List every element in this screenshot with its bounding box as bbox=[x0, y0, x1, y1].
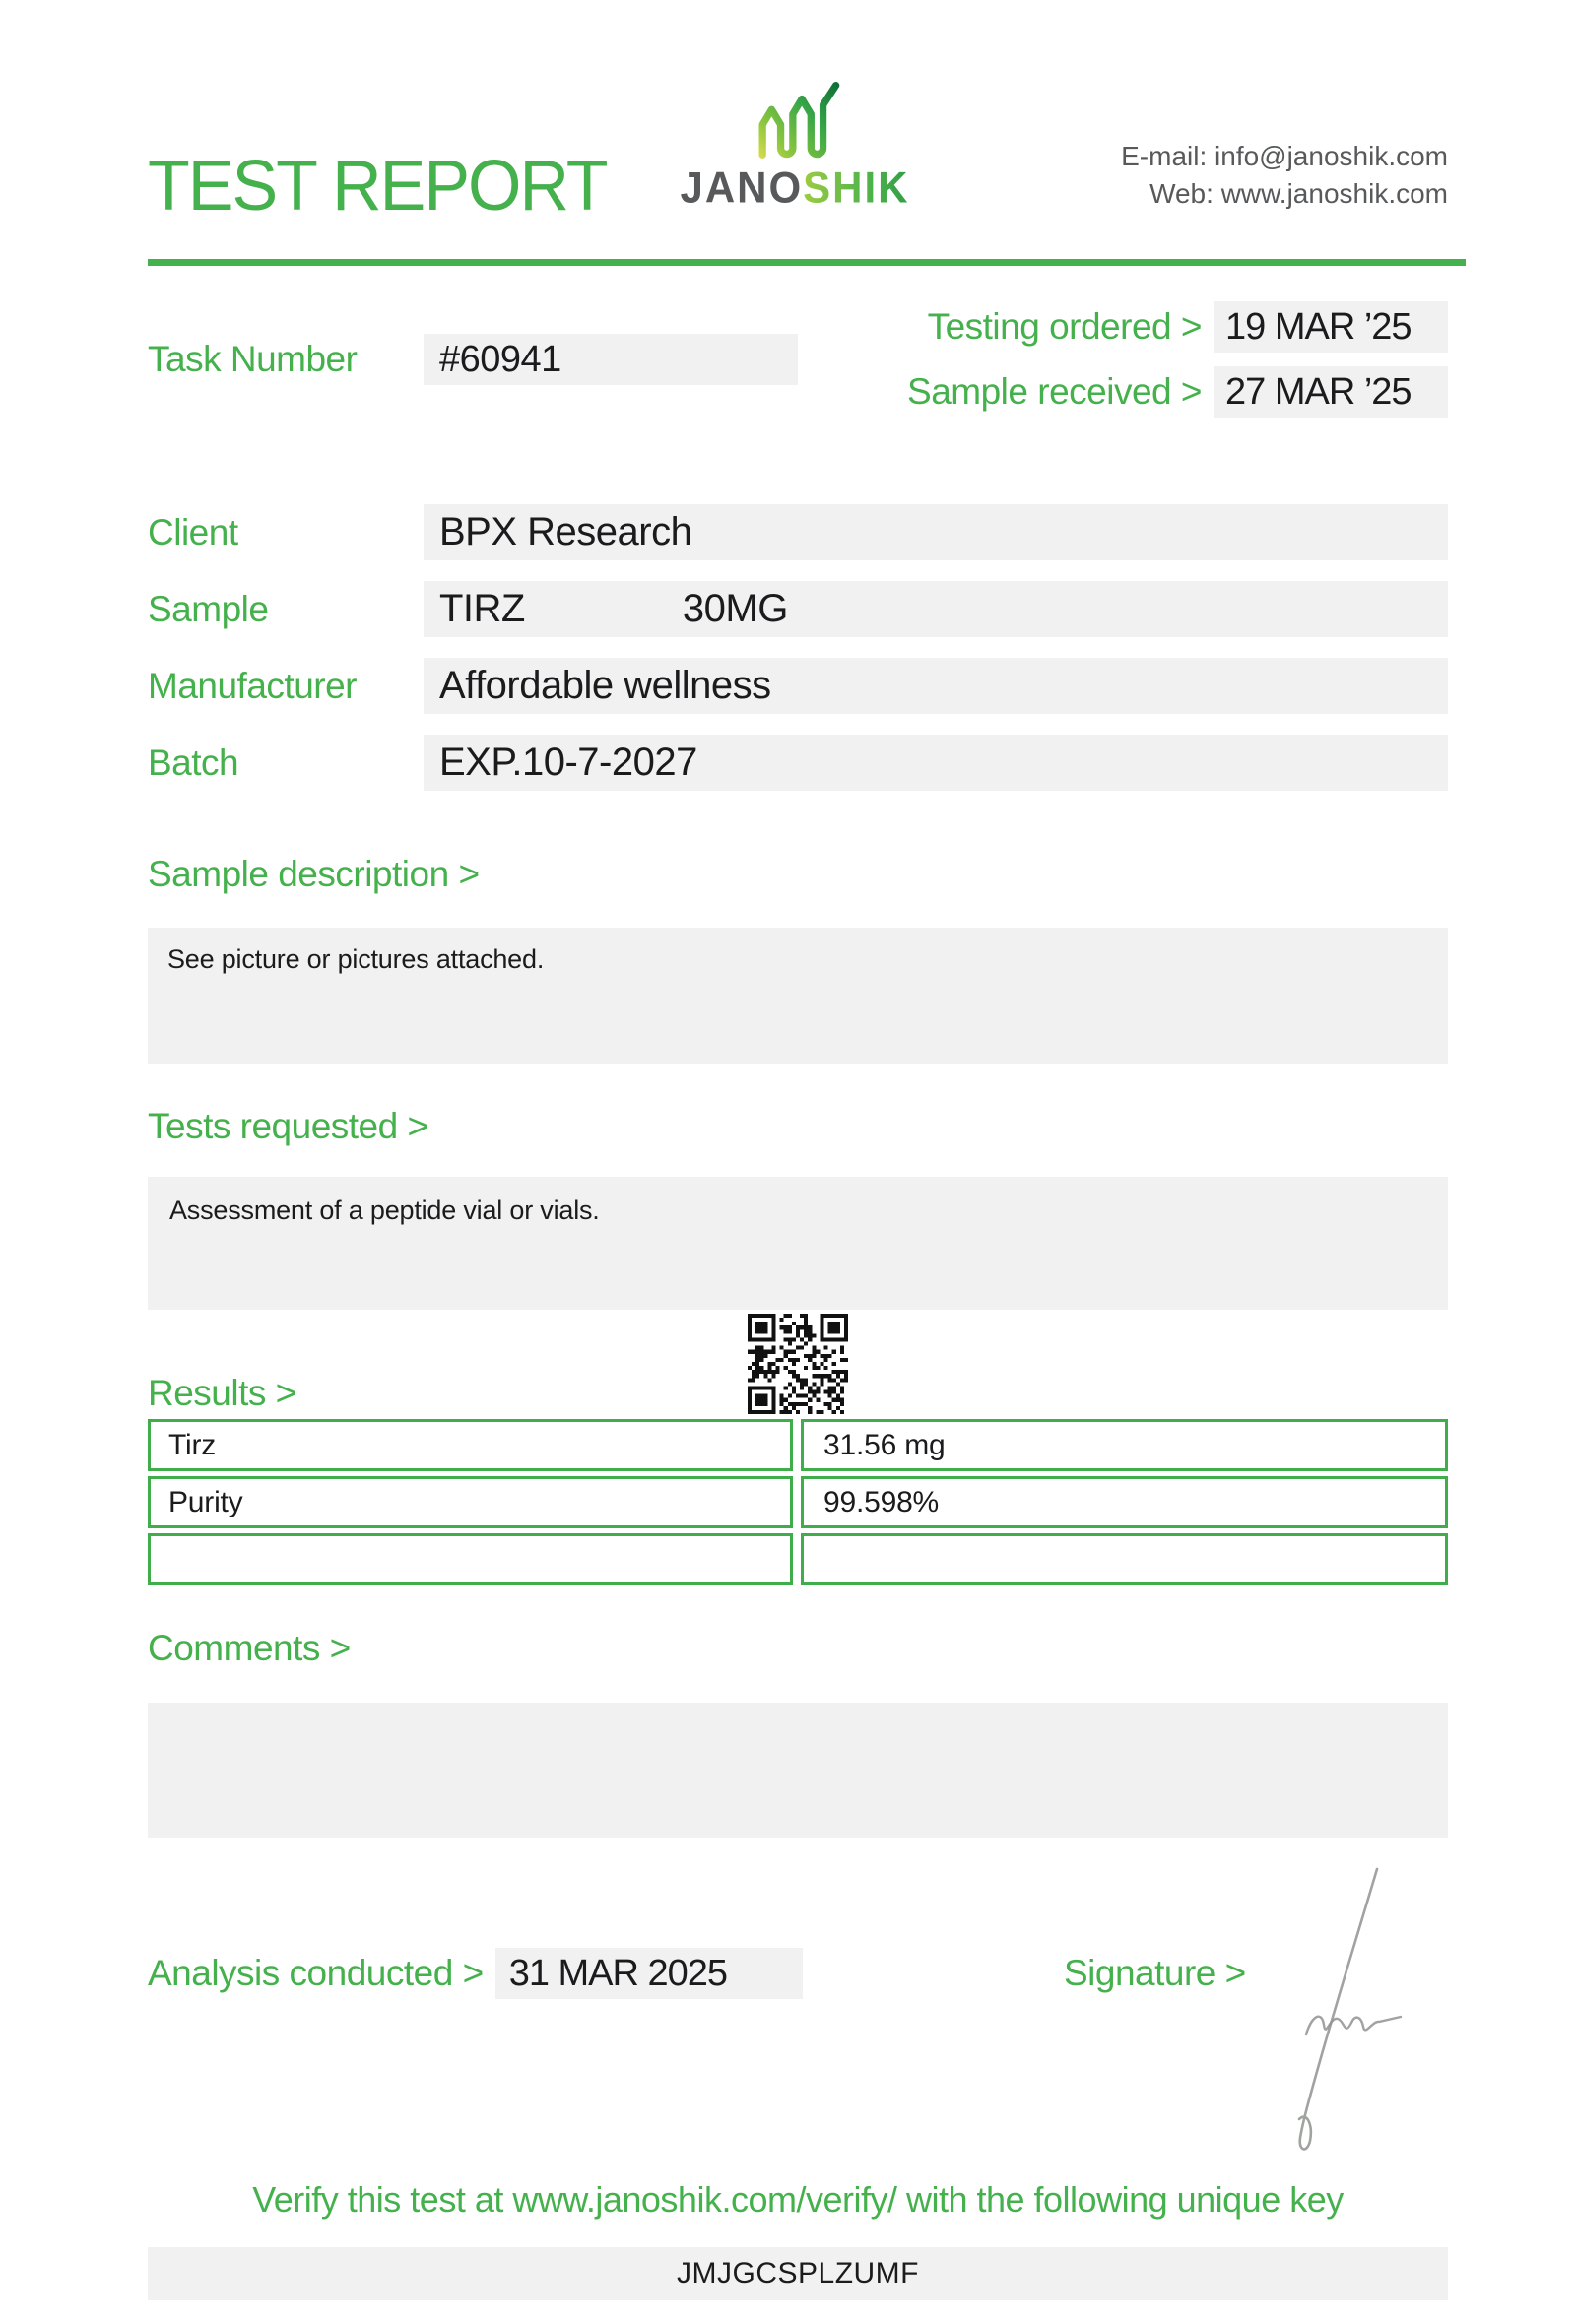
page-title: TEST REPORT bbox=[148, 145, 607, 226]
detail-row-sample bbox=[148, 581, 1448, 637]
analysis-date-value: 31 MAR 2025 bbox=[508, 1952, 728, 1994]
tests-requested-box bbox=[148, 1177, 1448, 1310]
testing-ordered-value: 19 MAR ’25 bbox=[1225, 305, 1412, 348]
sample-description-heading: Sample description > bbox=[148, 854, 480, 894]
signature-image bbox=[1251, 1861, 1418, 2157]
tests-requested-text: Assessment of a peptide vial or vials. bbox=[169, 1195, 600, 1225]
task-number-label: Task Number bbox=[148, 339, 358, 379]
batch-value: EXP.10-7-2027 bbox=[439, 741, 697, 784]
task-section bbox=[148, 301, 1448, 418]
sample-label: Sample bbox=[148, 588, 269, 629]
task-number-value: #60941 bbox=[439, 338, 561, 380]
testing-ordered-box bbox=[1214, 301, 1448, 353]
sample-description-box bbox=[148, 928, 1448, 1064]
detail-row-manufacturer bbox=[148, 658, 1448, 714]
analysis-conducted-label: Analysis conducted > bbox=[148, 1953, 484, 1993]
batch-label: Batch bbox=[148, 742, 239, 783]
testing-ordered-row bbox=[907, 301, 1448, 353]
logo-jano: JANO bbox=[680, 162, 804, 213]
detail-row-client bbox=[148, 504, 1448, 560]
analysis-signature-row bbox=[148, 1948, 1448, 1999]
task-number-row bbox=[148, 301, 798, 418]
result-row-3 bbox=[148, 1533, 1448, 1585]
result-name-cell: Purity bbox=[148, 1476, 793, 1528]
tests-requested-heading: Tests requested > bbox=[148, 1106, 428, 1146]
batch-value-box bbox=[424, 735, 1448, 791]
results-heading: Results > bbox=[148, 1373, 296, 1413]
report-header bbox=[148, 84, 1448, 233]
manufacturer-label: Manufacturer bbox=[148, 665, 357, 706]
unique-key-box bbox=[148, 2247, 1448, 2300]
comments-box bbox=[148, 1703, 1448, 1838]
client-value-box bbox=[424, 504, 1448, 560]
result-row-2 bbox=[148, 1476, 1448, 1528]
logo-chart-icon bbox=[756, 82, 841, 159]
verify-instruction: Verify this test at www.janoshik.com/verify/ with the following unique key bbox=[252, 2179, 1344, 2220]
result-row-1 bbox=[148, 1419, 1448, 1471]
qr-code bbox=[748, 1314, 848, 1414]
sample-value-box bbox=[424, 581, 1448, 637]
comments-heading: Comments > bbox=[148, 1628, 351, 1668]
header-divider bbox=[148, 259, 1466, 266]
janoshik-logo bbox=[680, 82, 910, 213]
results-table bbox=[148, 1419, 1448, 1585]
dates-column bbox=[907, 301, 1448, 418]
result-name-cell bbox=[148, 1533, 793, 1585]
client-label: Client bbox=[148, 511, 238, 552]
result-value-cell bbox=[801, 1533, 1448, 1585]
qr-results-row bbox=[148, 1310, 1448, 1414]
detail-row-batch bbox=[148, 735, 1448, 791]
sample-name: TIRZ bbox=[439, 587, 525, 630]
result-value-cell: 99.598% bbox=[801, 1476, 1448, 1528]
unique-key-value: JMJGCSPLZUMF bbox=[677, 2257, 919, 2290]
result-name-cell: Tirz bbox=[148, 1419, 793, 1471]
sample-received-value: 27 MAR ’25 bbox=[1225, 370, 1412, 413]
sample-description-text: See picture or pictures attached. bbox=[167, 944, 545, 974]
sample-details bbox=[148, 504, 1448, 791]
manufacturer-value-box bbox=[424, 658, 1448, 714]
contact-info bbox=[1121, 138, 1448, 213]
logo-shik: SHIK bbox=[803, 162, 910, 213]
sample-dose: 30MG bbox=[682, 587, 788, 630]
sample-received-label: Sample received > bbox=[907, 371, 1202, 412]
sample-received-box bbox=[1214, 366, 1448, 418]
sample-received-row bbox=[907, 366, 1448, 418]
result-value-cell: 31.56 mg bbox=[801, 1419, 1448, 1471]
contact-email: E-mail: info@janoshik.com bbox=[1121, 141, 1448, 171]
task-number-box bbox=[424, 334, 798, 385]
logo-wordmark bbox=[680, 162, 910, 213]
signature-label: Signature > bbox=[1064, 1953, 1246, 1993]
manufacturer-value: Affordable wellness bbox=[439, 664, 771, 707]
testing-ordered-label: Testing ordered > bbox=[927, 306, 1202, 347]
analysis-date-box bbox=[495, 1948, 803, 1999]
contact-web: Web: www.janoshik.com bbox=[1149, 178, 1448, 210]
client-value: BPX Research bbox=[439, 510, 692, 553]
